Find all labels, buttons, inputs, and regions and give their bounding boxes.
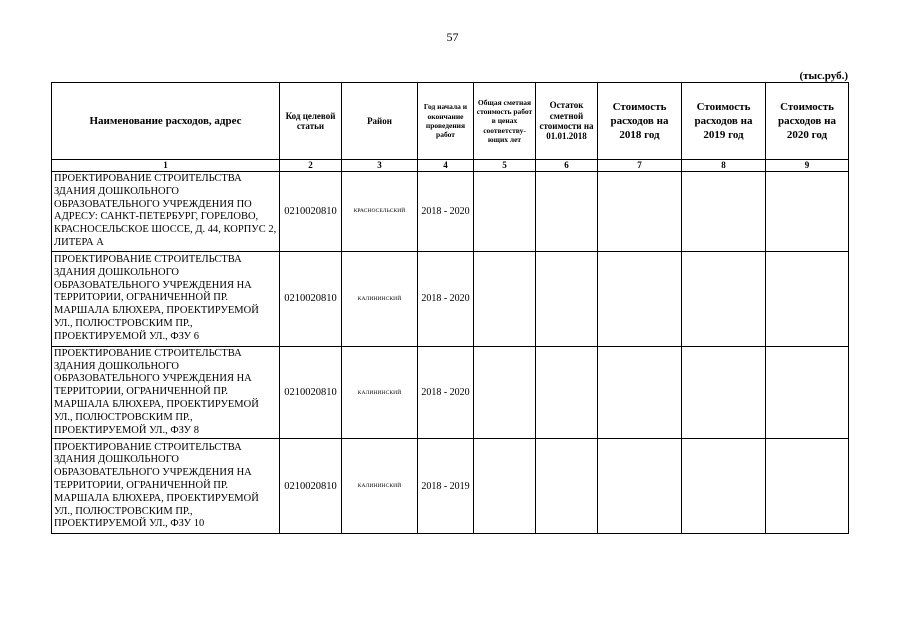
- column-number: 3: [342, 160, 418, 172]
- row-cost-2020: [766, 172, 849, 252]
- header-code: Код целевой статьи: [280, 83, 342, 160]
- budget-table: [51, 82, 849, 534]
- header-total-cost: Общая сметная стоимость работ в ценах соответству-ющих лет: [474, 83, 536, 160]
- row-cost-2019: [682, 251, 766, 346]
- table-row: [52, 172, 849, 252]
- row-cost-2018: [598, 346, 682, 439]
- row-total-cost: [474, 346, 536, 439]
- header-row: [52, 83, 849, 160]
- row-remaining: [536, 439, 598, 534]
- header-period: Год начала и окончание проведения работ: [418, 83, 474, 160]
- row-remaining: [536, 251, 598, 346]
- row-district: КАЛИНИНСКИЙ: [342, 439, 418, 534]
- column-number: 5: [474, 160, 536, 172]
- row-cost-2018: [598, 439, 682, 534]
- row-period: 2018 - 2020: [418, 251, 474, 346]
- row-name: ПРОЕКТИРОВАНИЕ СТРОИТЕЛЬСТВА ЗДАНИЯ ДОШКОЛЬНОГО ОБРАЗОВАТЕЛЬНОГО УЧРЕЖДЕНИЯ НА ТЕРРИТОРИИ, ОГРАНИЧЕННОЙ ПР. МАРШАЛА БЛЮХЕРА, ПРОЕКТИРУЕМОЙ УЛ., ПОЛЮСТРОВСКИМ ПР., ПРОЕКТИРУЕМОЙ УЛ., ФЗУ 10: [52, 439, 280, 534]
- row-cost-2018: [598, 251, 682, 346]
- column-number: 6: [536, 160, 598, 172]
- row-code: 0210020810: [280, 346, 342, 439]
- row-cost-2018: [598, 172, 682, 252]
- header-remaining: Остаток сметной стоимости на 01.01.2018: [536, 83, 598, 160]
- row-name: ПРОЕКТИРОВАНИЕ СТРОИТЕЛЬСТВА ЗДАНИЯ ДОШКОЛЬНОГО ОБРАЗОВАТЕЛЬНОГО УЧРЕЖДЕНИЯ ПО АДРЕСУ: САНКТ-ПЕТЕРБУРГ, ГОРЕЛОВО, КРАСНОСЕЛЬСКОЕ ШОССЕ, Д. 44, КОРПУС 2, ЛИТЕРА А: [52, 172, 280, 252]
- row-name: ПРОЕКТИРОВАНИЕ СТРОИТЕЛЬСТВА ЗДАНИЯ ДОШКОЛЬНОГО ОБРАЗОВАТЕЛЬНОГО УЧРЕЖДЕНИЯ НА ТЕРРИТОРИИ, ОГРАНИЧЕННОЙ ПР. МАРШАЛА БЛЮХЕРА, ПРОЕКТИРУЕМОЙ УЛ., ПОЛЮСТРОВСКИМ ПР., ПРОЕКТИРУЕМОЙ УЛ., ФЗУ 8: [52, 346, 280, 439]
- row-code: 0210020810: [280, 251, 342, 346]
- row-remaining: [536, 346, 598, 439]
- header-cost-2020: Стоимость расходов на 2020 год: [766, 83, 849, 160]
- row-total-cost: [474, 251, 536, 346]
- row-code: 0210020810: [280, 172, 342, 252]
- page-number: 57: [446, 30, 459, 44]
- row-total-cost: [474, 172, 536, 252]
- column-number: 7: [598, 160, 682, 172]
- row-district: КАЛИНИНСКИЙ: [342, 346, 418, 439]
- header-name: Наименование расходов, адрес: [52, 83, 280, 160]
- header-district: Район: [342, 83, 418, 160]
- column-number: 2: [280, 160, 342, 172]
- row-cost-2019: [682, 439, 766, 534]
- column-number: 1: [52, 160, 280, 172]
- header-cost-2018: Стоимость расходов на 2018 год: [598, 83, 682, 160]
- table-row: [52, 346, 849, 439]
- header-cost-2019: Стоимость расходов на 2019 год: [682, 83, 766, 160]
- row-period: 2018 - 2020: [418, 172, 474, 252]
- table-row: [52, 439, 849, 534]
- row-district: КАЛИНИНСКИЙ: [342, 251, 418, 346]
- column-number: 8: [682, 160, 766, 172]
- row-cost-2019: [682, 172, 766, 252]
- row-cost-2019: [682, 346, 766, 439]
- row-name: ПРОЕКТИРОВАНИЕ СТРОИТЕЛЬСТВА ЗДАНИЯ ДОШКОЛЬНОГО ОБРАЗОВАТЕЛЬНОГО УЧРЕЖДЕНИЯ НА ТЕРРИТОРИИ, ОГРАНИЧЕННОЙ ПР. МАРШАЛА БЛЮХЕРА, ПРОЕКТИРУЕМОЙ УЛ., ПОЛЮСТРОВСКИМ ПР., ПРОЕКТИРУЕМОЙ УЛ., ФЗУ 6: [52, 251, 280, 346]
- row-code: 0210020810: [280, 439, 342, 534]
- column-number: 4: [418, 160, 474, 172]
- row-cost-2020: [766, 346, 849, 439]
- units-label: (тыс.руб.): [799, 70, 848, 82]
- row-cost-2020: [766, 439, 849, 534]
- row-total-cost: [474, 439, 536, 534]
- row-period: 2018 - 2019: [418, 439, 474, 534]
- row-period: 2018 - 2020: [418, 346, 474, 439]
- column-number-row: [52, 160, 849, 172]
- row-cost-2020: [766, 251, 849, 346]
- row-remaining: [536, 172, 598, 252]
- table-row: [52, 251, 849, 346]
- column-number: 9: [766, 160, 849, 172]
- row-district: КРАСНОСЕЛЬСКИЙ: [342, 172, 418, 252]
